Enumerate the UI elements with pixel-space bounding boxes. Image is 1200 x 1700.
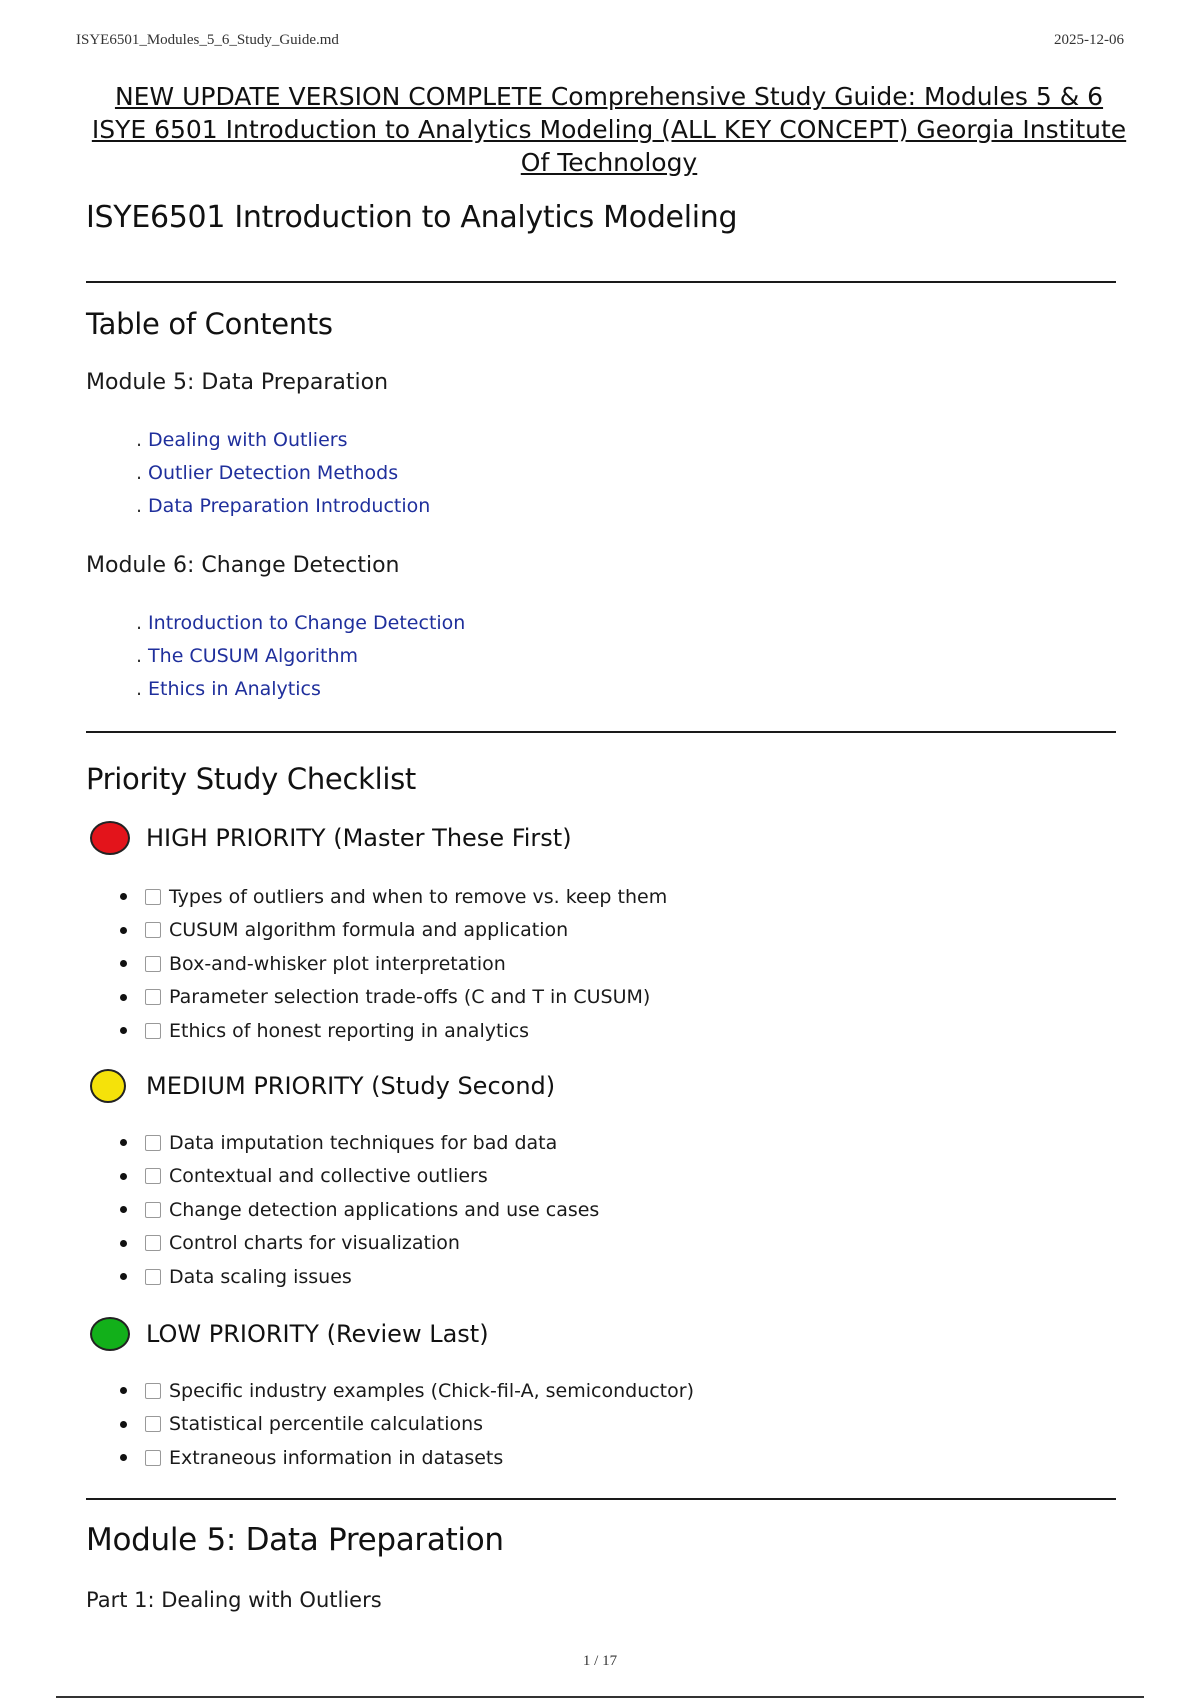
course-heading: ISYE6501 Introduction to Analytics Modeling [86, 200, 738, 235]
checkbox[interactable] [145, 989, 161, 1005]
document-title: NEW UPDATE VERSION COMPLETE Comprehensive Study Guide: Modules 5 & 6 ISYE 6501 Introduction to Analytics Modeling (ALL KEY CONCEPT) Georgia Institute Of Technology [91, 82, 1127, 177]
bullet-icon [120, 893, 127, 900]
checkbox[interactable] [145, 1416, 161, 1432]
page-number: 1 / 17 [582, 1653, 618, 1669]
checklist-item: Data imputation techniques for bad data [120, 1126, 599, 1160]
bullet-icon [120, 960, 127, 967]
toc-module-6-links [136, 611, 465, 710]
red-circle-icon [90, 821, 130, 855]
divider [86, 731, 1116, 733]
divider [86, 1498, 1116, 1500]
checklist-item: Statistical percentile calculations [120, 1408, 694, 1442]
checkbox[interactable] [145, 922, 161, 938]
checkbox[interactable] [145, 1202, 161, 1218]
high-priority-list [120, 880, 667, 1048]
yellow-circle-icon [90, 1069, 126, 1103]
checklist-item: CUSUM algorithm formula and application [120, 914, 667, 948]
toc-heading: Table of Contents [86, 307, 333, 341]
bullet-icon [120, 1273, 127, 1280]
bullet-icon [120, 1421, 127, 1428]
checkbox[interactable] [145, 889, 161, 905]
print-header [76, 32, 1124, 54]
toc-module-5-title: Module 5: Data Preparation [86, 370, 389, 395]
part-1-heading: Part 1: Dealing with Outliers [86, 1588, 382, 1612]
bullet-icon [120, 1173, 127, 1180]
toc-link[interactable]: . The CUSUM Algorithm [136, 645, 359, 667]
checkbox[interactable] [145, 1269, 161, 1285]
toc-link[interactable]: . Dealing with Outliers [136, 429, 348, 451]
checkbox[interactable] [145, 1383, 161, 1399]
checkbox[interactable] [145, 1023, 161, 1039]
checklist-item: Ethics of honest reporting in analytics [120, 1014, 667, 1048]
divider [86, 281, 1116, 283]
toc-link[interactable]: . Outlier Detection Methods [136, 462, 399, 484]
bullet-icon [120, 1206, 127, 1213]
low-priority-list [120, 1374, 694, 1475]
green-circle-icon [90, 1317, 130, 1351]
bullet-icon [120, 927, 127, 934]
toc-module-6-title: Module 6: Change Detection [86, 553, 400, 578]
bullet-icon [120, 994, 127, 1001]
checkbox[interactable] [145, 956, 161, 972]
toc-module-5-links [136, 428, 430, 527]
bullet-icon [120, 1027, 127, 1034]
checklist-item: Control charts for visualization [120, 1227, 599, 1261]
footer-divider [56, 1696, 1144, 1698]
checklist-item: Contextual and collective outliers [120, 1160, 599, 1194]
file-name: ISYE6501_Modules_5_6_Study_Guide.md [76, 32, 339, 48]
checklist-item: Parameter selection trade-offs (C and T in CUSUM) [120, 981, 667, 1015]
high-priority-heading: HIGH PRIORITY (Master These First) [90, 818, 572, 858]
bullet-icon [120, 1139, 127, 1146]
module-5-heading: Module 5: Data Preparation [86, 1522, 504, 1558]
print-date: 2025-12-06 [1054, 32, 1124, 48]
checkbox[interactable] [145, 1235, 161, 1251]
bullet-icon [120, 1240, 127, 1247]
low-priority-heading: LOW PRIORITY (Review Last) [90, 1314, 489, 1354]
checklist-heading: Priority Study Checklist [86, 762, 416, 796]
checklist-item: Data scaling issues [120, 1260, 599, 1294]
toc-link[interactable]: . Data Preparation Introduction [136, 495, 431, 517]
bullet-icon [120, 1454, 127, 1461]
checkbox[interactable] [145, 1450, 161, 1466]
checklist-item: Change detection applications and use cases [120, 1193, 599, 1227]
toc-link[interactable]: . Ethics in Analytics [136, 678, 321, 700]
checklist-item: Specific industry examples (Chick-fil-A, semiconductor) [120, 1374, 694, 1408]
checklist-item: Types of outliers and when to remove vs. keep them [120, 880, 667, 914]
bullet-icon [120, 1387, 127, 1394]
checkbox[interactable] [145, 1168, 161, 1184]
medium-priority-heading: MEDIUM PRIORITY (Study Second) [90, 1066, 555, 1106]
checkbox[interactable] [145, 1135, 161, 1151]
checklist-item: Box-and-whisker plot interpretation [120, 947, 667, 981]
medium-priority-list [120, 1126, 599, 1294]
toc-link[interactable]: . Introduction to Change Detection [136, 612, 466, 634]
checklist-item: Extraneous information in datasets [120, 1441, 694, 1475]
